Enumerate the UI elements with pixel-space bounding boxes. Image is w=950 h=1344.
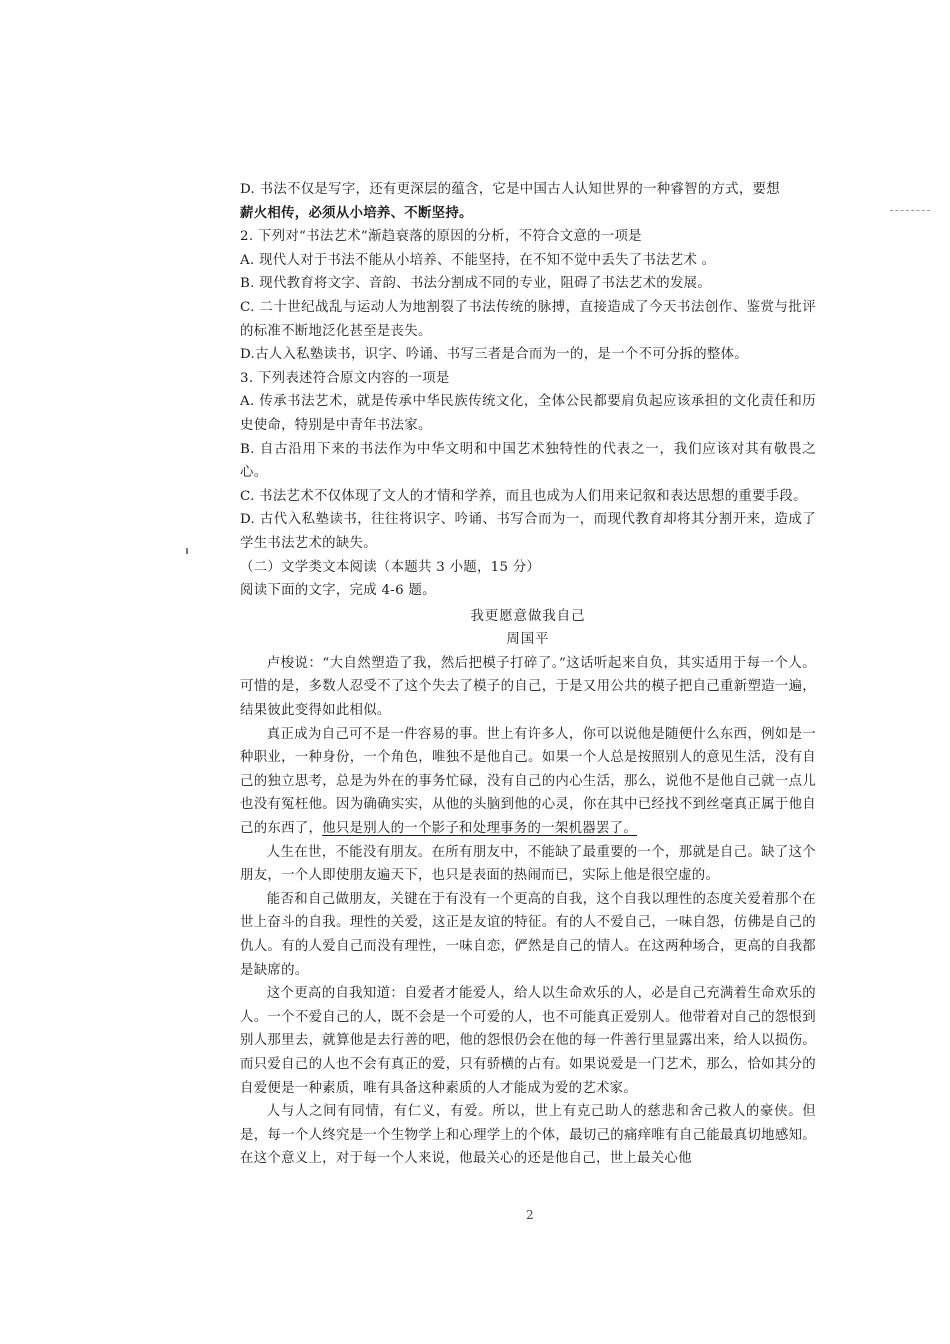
q2-option-b: B. 现代教育将文字、音韵、书法分割成不同的专业，阻碍了书法艺术的发展。	[240, 276, 712, 292]
essay-paragraph-4: 能否和自己做朋友，关键在于有没有一个更高的自我，这个自我以理性的态度关爱着那个在世上奋斗的自我。理性的关爱，这正是友谊的特征。有的人不爱自己，一味自怨，仿佛是自己的仇人。有的人爱自己而没有理性，一味自恋，俨然是自己的情人。在这两种场合，更高的自我都是缺席的。	[240, 891, 816, 978]
q1-option-d-text: D. 书法不仅是写字，还有更深层的蕴含，它是中国古人认知世界的一种睿智的方式，要想	[240, 182, 780, 197]
q3-option-b: B. 自古沿用下来的书法作为中华文明和中国艺术独特性的代表之一，我们应该对其有敬畏之心。	[240, 441, 816, 481]
essay-paragraph-2-text: 真正成为自己可不是一件容易的事。世上有许多人，你可以说他是随便什么东西，例如是一种职业，一种身份，一个角色，唯独不是他自己。如果一个人总是按照别人的意见生活，没有自己的独立思考，总是为外在的事务忙碌，没有自己的内心生活，那么，说他不是他自己就一点儿也没有冤枉他。因为确确实实，从他的头脑到他的心灵，你在其中已经找不到丝毫真正属于他自己的东西了，	[240, 726, 816, 837]
page-content	[240, 178, 816, 1171]
q2-option-a: A. 现代人对于书法不能从小培养、不能坚持，在不知不觉中丢失了书法艺术 。	[240, 252, 716, 268]
q2-option-d: D.古人入私塾读书，识字、吟诵、书写三者是合而为一的，是一个不可分拆的整体。	[240, 347, 748, 363]
q3-stem: 3. 下列表述符合原文内容的一项是	[240, 370, 450, 386]
essay-paragraph-3: 人生在世，不能没有朋友。在所有朋友中，不能缺了最重要的一个，那就是自己。缺了这个朋友，一个人即使朋友遍天下，也只是表面的热闹而已，实际上他是很空虚的。	[240, 844, 816, 884]
q2-stem: 2. 下列对“书法艺术”渐趋衰落的原因的分析，不符合文意的一项是	[240, 229, 642, 245]
page-number: 2	[526, 1208, 534, 1222]
q2-option-c: C. 二十世纪战乱与运动人为地割裂了书法传统的脉搏，直接造成了今天书法创作、鉴赏与批评的标准不断地泛化甚至是丧失。	[240, 299, 816, 339]
q1-option-d-continued: 薪火相传，必须从小培养、不断坚持。	[240, 204, 473, 221]
essay-author: 周国平	[506, 632, 550, 648]
essay-paragraph-2	[240, 723, 816, 841]
scan-artifact-line	[890, 210, 930, 211]
section2-instruction: 阅读下面的文字，完成 4-6 题。	[240, 583, 436, 599]
essay-underlined-sentence: 他只是别人的一个影子和处理事务的一架机器罢了。	[322, 821, 638, 837]
essay-paragraph-6: 人与人之间有同情，有仁义，有爱。所以，世上有克己助人的慈悲和舍己救人的豪侠。但是，每一个人终究是一个生物学上和心理学上的个体，最切己的痛痒唯有自己能最真切地感知。在这个意义上，对于每一个人来说，他最关心的还是他自己，世上最关心他	[240, 1104, 816, 1167]
section2-heading: （二）文学类文本阅读（本题共 3 小题，15 分）	[240, 559, 541, 575]
q3-option-a: A. 传承书法艺术，就是传承中华民族传统文化，全体公民都要肩负起应该承担的文化责任和历史使命，特别是中青年书法家。	[240, 394, 816, 433]
essay-title: 我更愿意做我自己	[470, 608, 586, 624]
essay-paragraph-1: 卢梭说：“大自然塑造了我，然后把模子打碎了。”这话听起来自负，其实适用于每一个人。可惜的是，多数人忍受不了这个失去了模子的自己，于是又用公共的模子把自己重新塑造一遍，结果彼此变得如此相似。	[240, 655, 816, 719]
essay-paragraph-5: 这个更高的自我知道：自爱者才能爱人，给人以生命欢乐的人，必是自己充满着生命欢乐的人。一个不爱自己的人，既不会是一个可爱的人，也不可能真正爱别人。他带着对自己的怨恨到别人那里去，就算他是去行善的吧，他的怨恨仍会在他的每一件善行里显露出来，给人以损伤。而只爱自己的人也不会有真正的爱，只有骄横的占有。如果说爱是一门艺术，那么，恰如其分的自爱便是一种素质，唯有具备这种素质的人才能成为爱的艺术家。	[240, 986, 816, 1096]
scan-artifact-dot	[186, 548, 188, 554]
q1-option-d	[240, 178, 816, 225]
q3-option-d: D. 古代入私塾读书，往往将识字、吟诵、书写合而为一，而现代教育却将其分割开来，造成了学生书法艺术的缺失。	[240, 512, 816, 551]
q3-option-c: C. 书法艺术不仅体现了文人的才情和学养，而且也成为人们用来记叙和表达思想的重要手段。	[240, 488, 807, 504]
